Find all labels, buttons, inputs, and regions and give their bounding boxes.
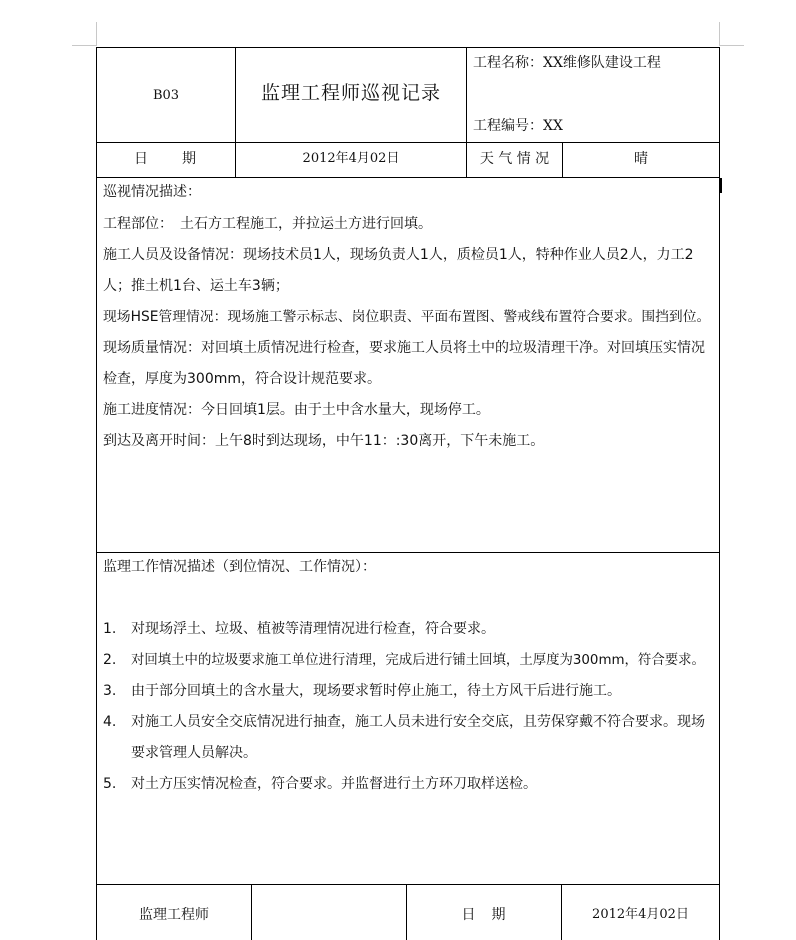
list-item-number: 2. (103, 652, 117, 668)
weather-label: 天 气 情 况 (479, 151, 550, 167)
table-line-top (96, 47, 720, 48)
form-code: B03 (152, 88, 180, 103)
list-item (103, 707, 715, 769)
date-value: 2012年4月02日 (302, 151, 400, 166)
project-name-value: XX维修队建设工程 (543, 55, 661, 71)
footer-date-value: 2012年4月02日 (592, 907, 689, 922)
footer-date-label: 日 期 (461, 907, 507, 923)
supervision-heading: 监理工作情况描述（到位情况、工作情况）： (103, 559, 376, 575)
inspection-location: 工程部位： 土石方工程施工，并拉运土方进行回填。 (103, 216, 432, 232)
page-title: 监理工程师巡视记录 (260, 82, 441, 104)
list-item-text: 对土方压实情况检查，符合要求。并监督进行土方环刀取样送检。 (131, 776, 537, 792)
list-item-text: 对现场浮土、垃圾、植被等清理情况进行检查，符合要求。 (131, 621, 495, 637)
list-item (103, 645, 715, 676)
list-item-number: 1. (103, 621, 117, 637)
list-item (103, 769, 715, 800)
project-name (473, 53, 661, 73)
weather-value: 晴 (634, 151, 648, 167)
crop-mark-right-h (720, 45, 744, 46)
table-edge-marker (719, 178, 722, 193)
project-number-value: XX (543, 118, 563, 134)
list-item-text: 对回填土中的垃圾要求施工单位进行清理，完成后进行铺土回填，土厚度为300mm，符合要求。 (131, 653, 705, 668)
list-item-number: 5. (103, 776, 117, 792)
table-line-left (96, 47, 97, 940)
project-name-label: 工程名称： (473, 55, 543, 71)
inspection-heading: 巡视情况描述： (103, 184, 201, 200)
crop-mark-left-h (72, 45, 96, 46)
inspection-personnel: 施工人员及设备情况：现场技术员1人，现场负责人1人，质检员1人，特种作业人员2人，力工2人；推土机1台、运土车3辆； (103, 247, 694, 294)
table-line-header-bottom (96, 142, 720, 143)
inspection-quality: 现场质量情况：对回填土质情况进行检查，要求施工人员将土中的垃圾清理干净。对回填压实情况检查，厚度为300mm，符合设计规范要求。 (103, 340, 705, 387)
date-label: 日 期 (134, 151, 198, 167)
engineer-label: 监理工程师 (139, 907, 209, 923)
project-number (473, 116, 563, 136)
list-item (103, 676, 715, 707)
project-number-label: 工程编号： (473, 118, 543, 134)
list-item-text: 由于部分回填土的含水量大，现场要求暂时停止施工，待土方风干后进行施工。 (131, 683, 621, 699)
list-item-number: 4. (103, 714, 117, 730)
crop-mark-left-v (96, 22, 97, 46)
inspection-arrival: 到达及离开时间：上午8时到达现场，中午11：:30离开，下午未施工。 (103, 433, 545, 449)
inspection-hse: 现场HSE管理情况：现场施工警示标志、岗位职责、平面布置图、警戒线布置符合要求。围挡到位。 (103, 309, 711, 325)
footer-divider-1 (251, 884, 252, 940)
crop-mark-right-v (719, 22, 720, 46)
list-item (103, 614, 715, 645)
inspection-progress: 施工进度情况：今日回填1层。由于土中含水量大，现场停工。 (103, 402, 490, 418)
list-item-text: 对施工人员安全交底情况进行抽查，施工人员未进行安全交底，且劳保穿戴不符合要求。现场要求管理人员解决。 (131, 714, 705, 761)
table-line-supervision-bottom (96, 884, 720, 885)
list-item-number: 3. (103, 683, 117, 699)
